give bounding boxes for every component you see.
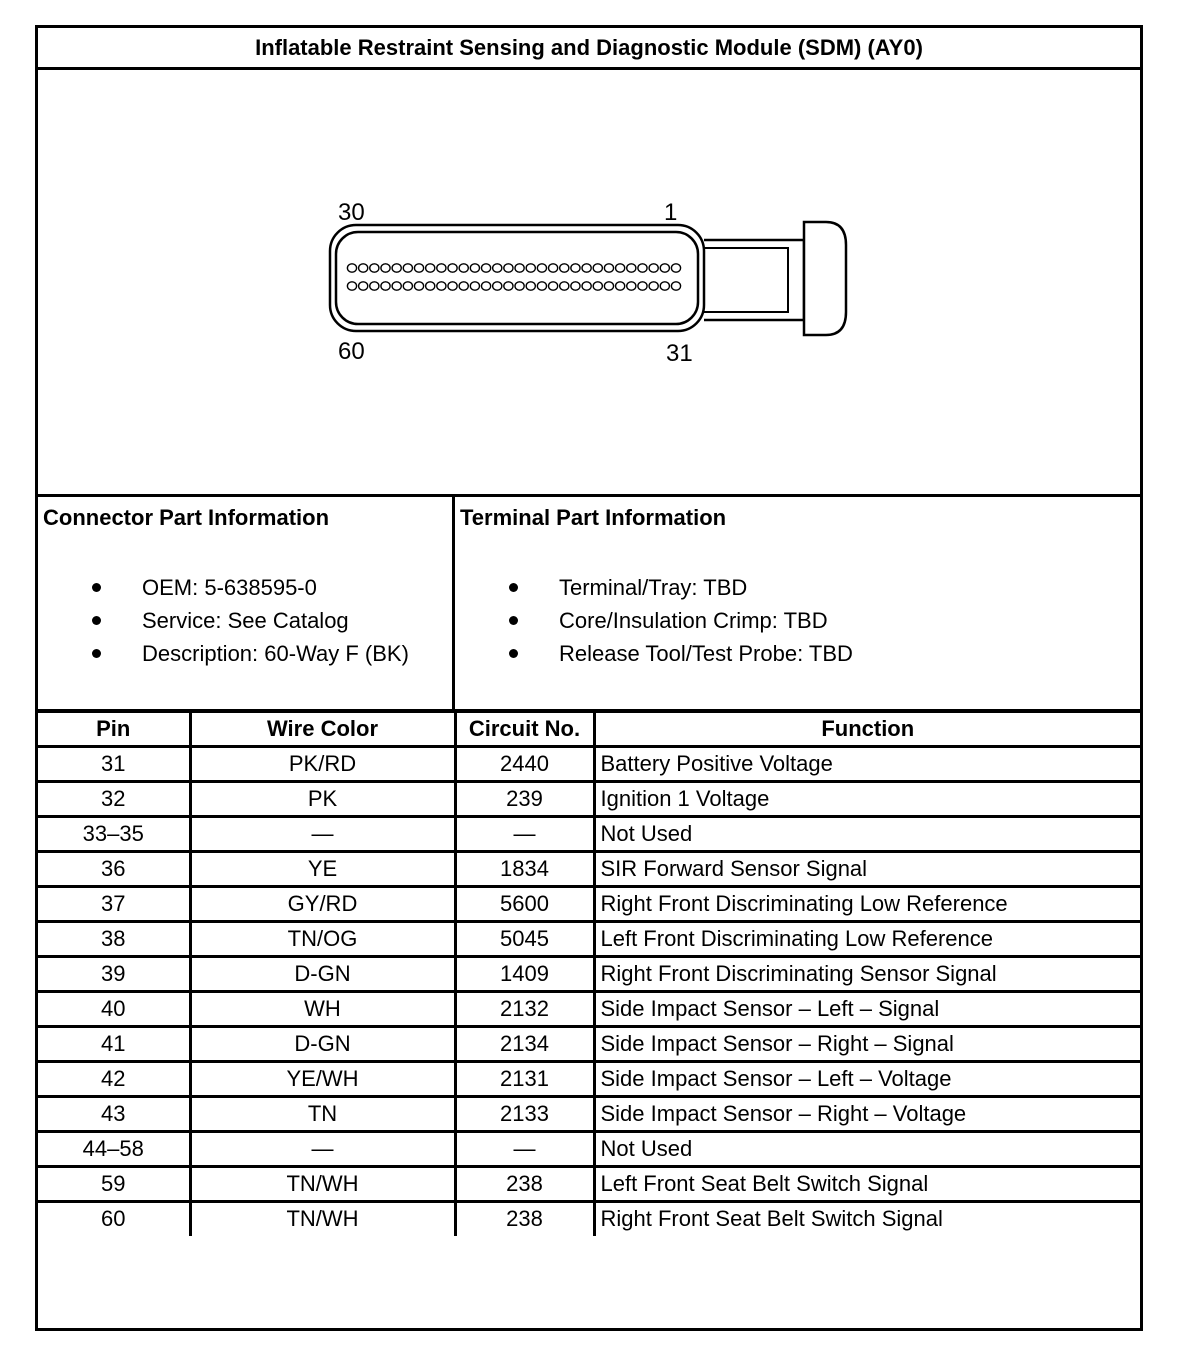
function-cell: Not Used [594, 816, 1140, 851]
pin-cell: 59 [38, 1166, 190, 1201]
pin-cavity [359, 282, 368, 290]
circuit-cell: 5045 [455, 921, 594, 956]
function-cell: Side Impact Sensor – Right – Signal [594, 1026, 1140, 1061]
function-cell: Not Used [594, 1131, 1140, 1166]
connector-info-heading: Connector Part Information [43, 505, 330, 530]
circuit-cell: 238 [455, 1201, 594, 1236]
table-row [38, 746, 1140, 781]
pin-cavity [571, 264, 580, 272]
table-row [38, 1061, 1140, 1096]
header-circuit-no: Circuit No. [455, 711, 594, 746]
table-row [38, 886, 1140, 921]
table-row [38, 851, 1140, 886]
bullet-icon [92, 649, 101, 658]
wire-color-cell: TN/WH [190, 1166, 455, 1201]
function-cell: Side Impact Sensor – Left – Signal [594, 991, 1140, 1026]
circuit-cell: 2132 [455, 991, 594, 1026]
pin-cavity [370, 282, 379, 290]
pin-cavity [481, 264, 490, 272]
pin-cavity [459, 282, 468, 290]
pin-cavity [660, 282, 669, 290]
pin-cavity [526, 264, 535, 272]
function-cell: Side Impact Sensor – Right – Voltage [594, 1096, 1140, 1131]
pin-cavity [638, 264, 647, 272]
function-cell: Right Front Discriminating Sensor Signal [594, 956, 1140, 991]
pin-cavity [426, 282, 435, 290]
pin-cavity [381, 264, 390, 272]
wire-color-cell: D-GN [190, 956, 455, 991]
pin-cavity [537, 264, 546, 272]
pin-cavity [470, 264, 479, 272]
pin-cell: 41 [38, 1026, 190, 1061]
wire-color-cell: YE/WH [190, 1061, 455, 1096]
pin-cavity [627, 264, 636, 272]
bullet-icon [509, 583, 518, 592]
pin-cavity [526, 282, 535, 290]
pin-cavity [493, 282, 502, 290]
terminal-info-item: Release Tool/Test Probe: TBD [455, 637, 853, 670]
connector-inner-shell [336, 232, 698, 324]
connector-diagram [38, 70, 1140, 497]
table-row [38, 991, 1140, 1026]
pin-cavity [403, 264, 412, 272]
circuit-cell: — [455, 816, 594, 851]
function-cell: Right Front Discriminating Low Reference [594, 886, 1140, 921]
pin-cell: 44–58 [38, 1131, 190, 1166]
table-row [38, 1131, 1140, 1166]
circuit-cell: — [455, 1131, 594, 1166]
connector-info-list [38, 571, 409, 670]
pin-cavity [616, 264, 625, 272]
table-row [38, 1026, 1140, 1061]
pin-cell: 40 [38, 991, 190, 1026]
pin-cell: 42 [38, 1061, 190, 1096]
pin-cavity [649, 282, 658, 290]
pin-cavity [560, 282, 569, 290]
pin-cavity [392, 282, 401, 290]
pin-cavity [504, 282, 513, 290]
pin-cavity [537, 282, 546, 290]
bullet-icon [509, 616, 518, 625]
wire-color-cell: D-GN [190, 1026, 455, 1061]
function-cell: Ignition 1 Voltage [594, 781, 1140, 816]
pin-cavity [414, 282, 423, 290]
pin-cell: 33–35 [38, 816, 190, 851]
connector-part-info [38, 497, 455, 709]
pin-cell: 37 [38, 886, 190, 921]
circuit-cell: 2134 [455, 1026, 594, 1061]
circuit-cell: 2131 [455, 1061, 594, 1096]
wire-color-cell: PK [190, 781, 455, 816]
pin-cavity [493, 264, 502, 272]
table-row [38, 921, 1140, 956]
table-row [38, 781, 1140, 816]
pin-cell: 43 [38, 1096, 190, 1131]
pin-cell: 32 [38, 781, 190, 816]
function-cell: Battery Positive Voltage [594, 746, 1140, 781]
pin-cavity [593, 264, 602, 272]
wire-color-cell: GY/RD [190, 886, 455, 921]
wire-color-cell: — [190, 816, 455, 851]
pin-table [38, 709, 1140, 1236]
function-cell: Right Front Seat Belt Switch Signal [594, 1201, 1140, 1236]
pin-cavity [470, 282, 479, 290]
circuit-cell: 238 [455, 1166, 594, 1201]
bullet-icon [509, 649, 518, 658]
circuit-cell: 2440 [455, 746, 594, 781]
circuit-cell: 1834 [455, 851, 594, 886]
circuit-cell: 5600 [455, 886, 594, 921]
bullet-icon [92, 583, 101, 592]
pin-cavity [437, 264, 446, 272]
pin-cavity [549, 264, 558, 272]
circuit-cell: 239 [455, 781, 594, 816]
pin-cavity [515, 282, 524, 290]
terminal-info-list [455, 571, 853, 670]
pin-cavity [392, 264, 401, 272]
pin-cavity [649, 264, 658, 272]
pin-cavity [638, 282, 647, 290]
pin-label-30: 30 [338, 199, 365, 226]
pin-cavity [560, 264, 569, 272]
pin-cavity [437, 282, 446, 290]
wire-color-cell: PK/RD [190, 746, 455, 781]
function-cell: Left Front Seat Belt Switch Signal [594, 1166, 1140, 1201]
table-row [38, 1166, 1140, 1201]
connector-sheet [35, 25, 1143, 1331]
function-cell: SIR Forward Sensor Signal [594, 851, 1140, 886]
wire-color-cell: WH [190, 991, 455, 1026]
function-cell: Left Front Discriminating Low Reference [594, 921, 1140, 956]
pin-cavity [604, 264, 613, 272]
pin-label-1: 1 [664, 199, 678, 226]
pin-cavity [627, 282, 636, 290]
connector-info-item: Service: See Catalog [38, 604, 409, 637]
pin-label-60: 60 [338, 338, 365, 365]
connector-info-item: OEM: 5-638595-0 [38, 571, 409, 604]
terminal-info-item: Terminal/Tray: TBD [455, 571, 853, 604]
pin-cavity [571, 282, 580, 290]
pin-label-31: 31 [666, 340, 693, 367]
latch-arm-inner [704, 248, 788, 312]
connector-drawing [38, 70, 1140, 494]
wire-color-cell: YE [190, 851, 455, 886]
wire-color-cell: TN [190, 1096, 455, 1131]
terminal-info-heading: Terminal Part Information [460, 505, 727, 530]
header-wire-color: Wire Color [190, 711, 455, 746]
pin-cell: 36 [38, 851, 190, 886]
wire-color-cell: TN/WH [190, 1201, 455, 1236]
connector-info-item: Description: 60-Way F (BK) [38, 637, 409, 670]
pin-cavity [414, 264, 423, 272]
table-row [38, 1096, 1140, 1131]
pin-cavity [671, 282, 680, 290]
pin-cavity [593, 282, 602, 290]
pin-cavity [347, 264, 356, 272]
pin-cavity [459, 264, 468, 272]
pin-cavity [448, 264, 457, 272]
table-row [38, 816, 1140, 851]
pin-cell: 39 [38, 956, 190, 991]
table-row [38, 956, 1140, 991]
pin-cavity [347, 282, 356, 290]
pin-cavity [515, 264, 524, 272]
pin-cavity [582, 282, 591, 290]
pin-cell: 31 [38, 746, 190, 781]
pin-cavity [403, 282, 412, 290]
pin-cavity [359, 264, 368, 272]
wire-color-cell: — [190, 1131, 455, 1166]
pin-cell: 38 [38, 921, 190, 956]
table-row [38, 1201, 1140, 1236]
pin-cavity [481, 282, 490, 290]
pin-cell: 60 [38, 1201, 190, 1236]
pin-cavity [616, 282, 625, 290]
pin-cavity [448, 282, 457, 290]
circuit-cell: 2133 [455, 1096, 594, 1131]
pin-cavity [604, 282, 613, 290]
pin-cavity [381, 282, 390, 290]
terminal-info-item: Core/Insulation Crimp: TBD [455, 604, 853, 637]
header-function: Function [594, 711, 1140, 746]
circuit-cell: 1409 [455, 956, 594, 991]
pin-cavity [426, 264, 435, 272]
pin-cavity [660, 264, 669, 272]
pin-cavity [582, 264, 591, 272]
pin-cavity [671, 264, 680, 272]
table-header-row [38, 711, 1140, 746]
bullet-icon [92, 616, 101, 625]
header-pin: Pin [38, 711, 190, 746]
terminal-part-info [455, 497, 1140, 709]
latch-button [804, 222, 846, 335]
pin-cavity [370, 264, 379, 272]
pin-cavity [549, 282, 558, 290]
function-cell: Side Impact Sensor – Left – Voltage [594, 1061, 1140, 1096]
pin-cavity [504, 264, 513, 272]
page-title: Inflatable Restraint Sensing and Diagnostic Module (SDM) (AY0) [38, 28, 1140, 70]
wire-color-cell: TN/OG [190, 921, 455, 956]
